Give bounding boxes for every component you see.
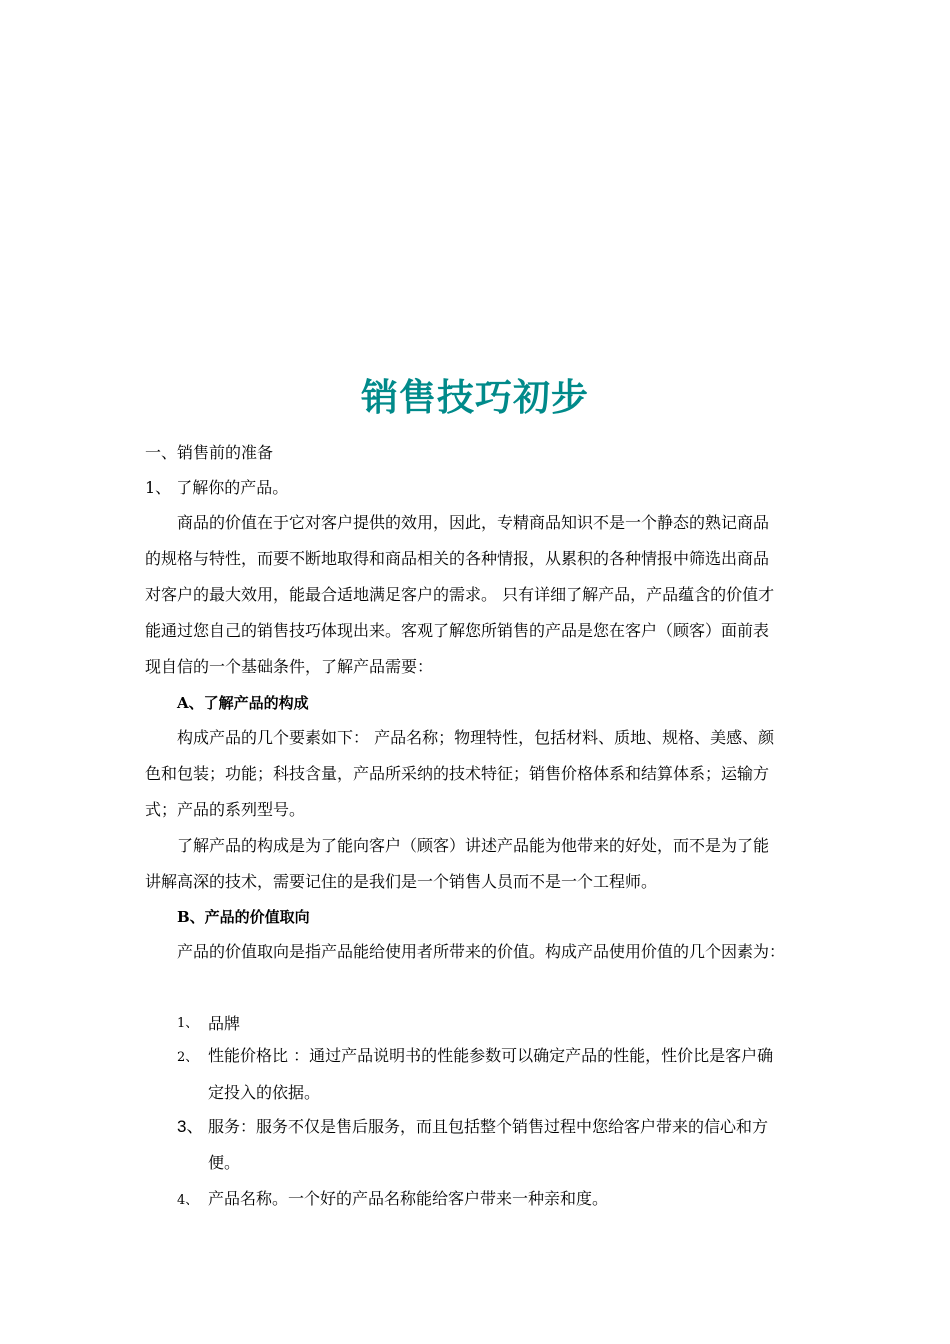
paragraph-line: 构成产品的几个要素如下： 产品名称；物理特性，包括材料、质地、规格、美感、颜 <box>177 728 775 747</box>
paragraph-line: 商品的价值在于它对客户提供的效用，因此，专精商品知识不是一个静态的熟记商品 <box>177 513 770 532</box>
paragraph-line: 产品的价值取向是指产品能给使用者所带来的价值。构成产品使用价值的几个因素为： <box>177 942 786 961</box>
subsection-heading: 1、 了解你的产品。 <box>145 478 289 497</box>
document-title: 销售技巧初步 <box>361 376 589 419</box>
heading-a: A、了解产品的构成 <box>177 694 309 712</box>
list-number: 2、 <box>177 1050 199 1065</box>
paragraph-line: 对客户的最大效用，能最合适地满足客户的需求。 只有详细了解产品，产品蕴含的价值才 <box>145 585 775 604</box>
list-item-text: 性能价格比 ：通过产品说明书的性能参数可以确定产品的性能，性价比是客户确 <box>208 1046 774 1065</box>
paragraph-line: 现自信的一个基础条件，了解产品需要： <box>145 657 434 676</box>
paragraph-line: 讲解高深的技术，需要记住的是我们是一个销售人员而不是一个工程师。 <box>145 872 658 891</box>
list-item-text: 服务：服务不仅是售后服务，而且包括整个销售过程中您给客户带来的信心和方 <box>208 1117 769 1136</box>
section-heading: 一、销售前的准备 <box>145 443 274 462</box>
heading-b: B、产品的价值取向 <box>177 908 310 926</box>
list-item-continuation: 便。 <box>208 1153 241 1172</box>
paragraph-line: 式；产品的系列型号。 <box>145 800 306 819</box>
list-item-text: 产品名称。一个好的产品名称能给客户带来一种亲和度。 <box>208 1189 609 1208</box>
list-number: 1、 <box>177 1016 199 1031</box>
list-number: 4、 <box>177 1193 199 1208</box>
paragraph-line: 的规格与特性，而要不断地取得和商品相关的各种情报，从累积的各种情报中筛选出商品 <box>145 549 770 568</box>
list-item-text: 品牌 <box>208 1014 241 1033</box>
list-number: 3、 <box>177 1117 204 1136</box>
paragraph-line: 能通过您自己的销售技巧体现出来。客观了解您所销售的产品是您在客户（顾客）面前表 <box>145 621 770 640</box>
list-item-continuation: 定投入的依据。 <box>208 1083 321 1102</box>
paragraph-line: 了解产品的构成是为了能向客户（顾客）讲述产品能为他带来的好处，而不是为了能 <box>177 836 770 855</box>
paragraph-line: 色和包装；功能；科技含量，产品所采纳的技术特征；销售价格体系和结算体系；运输方 <box>145 764 770 783</box>
